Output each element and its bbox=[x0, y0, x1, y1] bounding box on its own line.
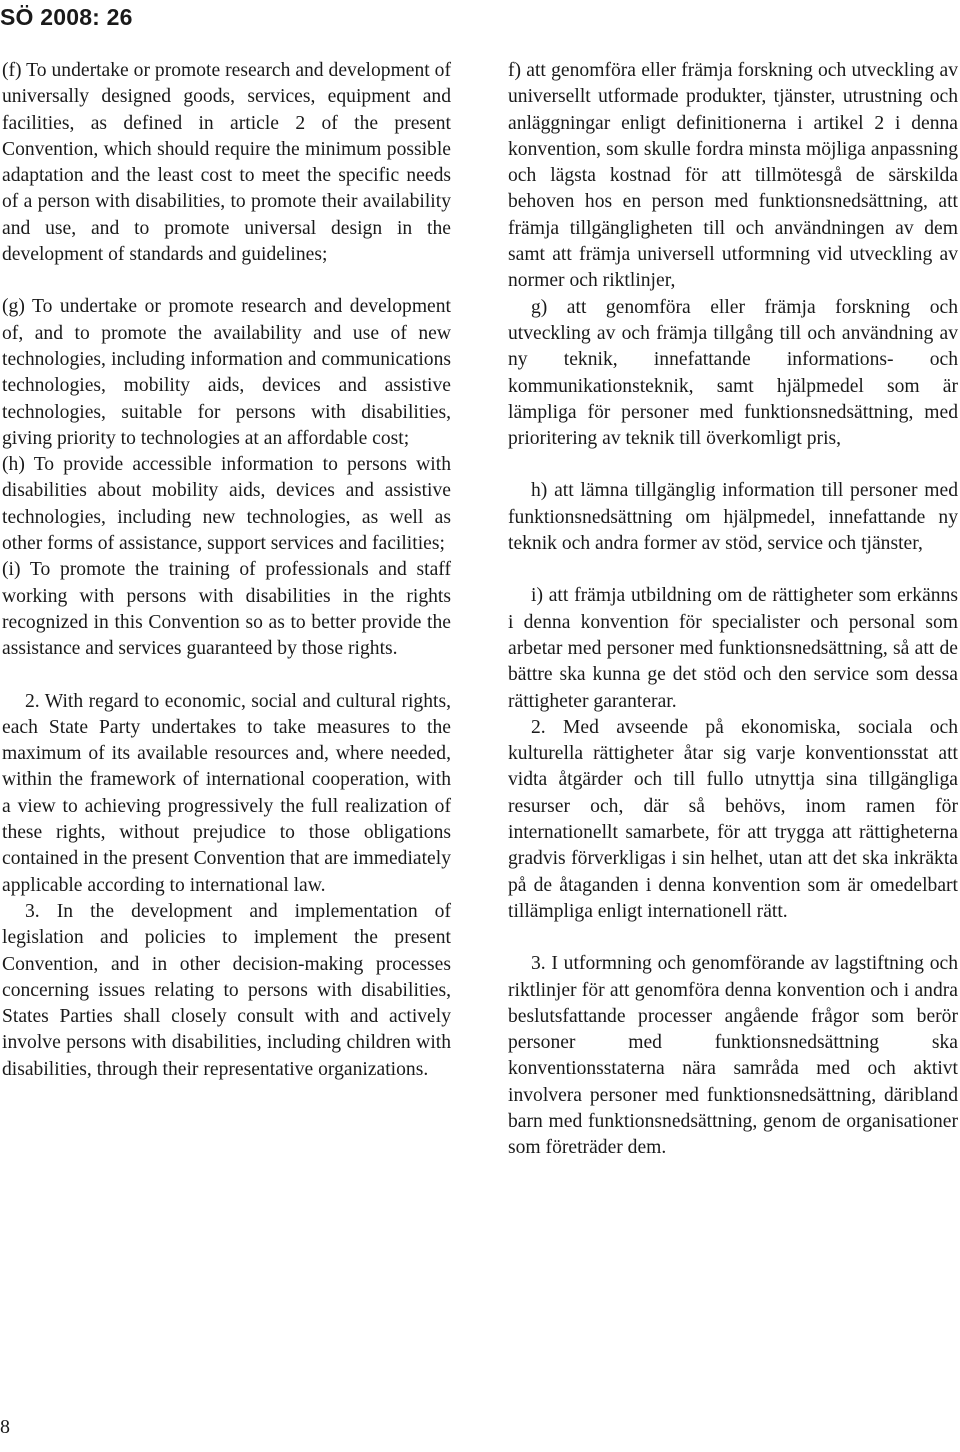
paragraph-g-sv: g) att genomföra eller främja forskning och utveckling av och främja tillgång till och användning av ny teknik, innefattande informations- och kommunikationsteknik, samt hjälpmedel som är lämpliga för personer med funktionsnedsättning, med prioritering av teknik till överkomligt pris, bbox=[508, 296, 958, 450]
paragraph-g-en: (g) To undertake or promote research and development of, and to promote the availability and use of new technologies, including information and communications technologies, mobility aids, devices and assistive technologies, suitable for persons with disabilities, giving priority to technologies at an affordable cost; bbox=[2, 296, 451, 449]
paragraph-i-sv: i) att främja utbildning om de rättigheter som erkänns i denna konvention för specialister och personal som arbetar med personer med funktionsnedsättning, så att de bättre ska kunna ge det stöd och den service som dessa rättigheter garanterar. bbox=[508, 585, 958, 712]
paragraph-3-sv: 3. I utformning och genomförande av lagstiftning och riktlinjer för att genomföra denna konvention och i andra beslutsfattande processer angående frågor som berör personer med funktionsnedsättning ska konventionsstaterna nära samråda med och aktivt involvera personer med funktionsnedsättning, däribland barn med funktionsnedsättning, genom de organisationer som företräder dem. bbox=[508, 953, 958, 1159]
paragraph-f-en: (f) To undertake or promote research and development of universally designed goods, services, equipment and facilities, as defined in article 2 of the present Convention, which should require the minimum possible adaptation and the least cost to meet the specific needs of a person with disabilities, to promote their availability and use, and to promote universal design in the development of standards and guidelines; bbox=[2, 60, 451, 266]
document-reference: SÖ 2008: 26 bbox=[0, 4, 133, 30]
paragraph-2-sv: 2. Med avseende på ekonomiska, sociala och kulturella rättigheter åtar sig varje konventionsstat att vidta åtgärder och till fullo utnyttja sina tillgängliga resurser och, där så behövs, inom ramen för internationellt samarbete, för att trygga att rättigheterna gradvis förverkligas i sin helhet, utan att det ska inkräkta på de åtaganden i denna konvention som är omedelbart tillämpliga enligt internationell rätt. bbox=[508, 716, 958, 922]
paragraph-h-en: (h) To provide accessible information to persons with disabilities about mobility aids, devices and assistive technologies, including new technologies, as well as other forms of assistance, support services and facilities; bbox=[2, 454, 451, 555]
swedish-text-column bbox=[508, 58, 958, 1162]
paragraph-2-en: 2. With regard to economic, social and cultural rights, each State Party undertakes to take measures to the maximum of its available resources and, where needed, within the framework of international cooperation, with a view to achieving progressively the full realization of these rights, without prejudice to those obligations contained in the present Convention that are immediately applicable according to international law. bbox=[2, 690, 451, 896]
paragraph-3-en: 3. In the development and implementation of legislation and policies to implement the present Convention, and in other decision-making processes concerning issues relating to persons with disabilities, States Parties shall closely consult with and actively involve persons with disabilities, including children with disabilities, through their representative organizations. bbox=[2, 900, 451, 1080]
paragraph-f-sv: f) att genomföra eller främja forskning och utveckling av universellt utformade produkter, tjänster, utrustning och anläggningar enligt definitionerna i artikel 2 i denna konvention, som skulle fordra minsta möjliga anpassning och lägsta kostnad för att tillmötesgå de särskilda behoven hos en person med funktionsnedsättning, att främja tillgängligheten till och användningen av dem samt att främja universell utformning vid utveckling av normer och riktlinjer, bbox=[508, 60, 958, 292]
english-text-column bbox=[2, 58, 451, 1083]
page-number: 8 bbox=[0, 1416, 10, 1438]
paragraph-h-sv: h) att lämna tillgänglig information till personer med funktionsnedsättning om hjälpmedel, innefattande ny teknik och andra former av stöd, service och tjänster, bbox=[508, 480, 958, 555]
paragraph-i-en: (i) To promote the training of professionals and staff working with persons with disabilities in the rights recognized in this Convention so as to better provide the assistance and services guaranteed by those rights. bbox=[2, 559, 451, 660]
